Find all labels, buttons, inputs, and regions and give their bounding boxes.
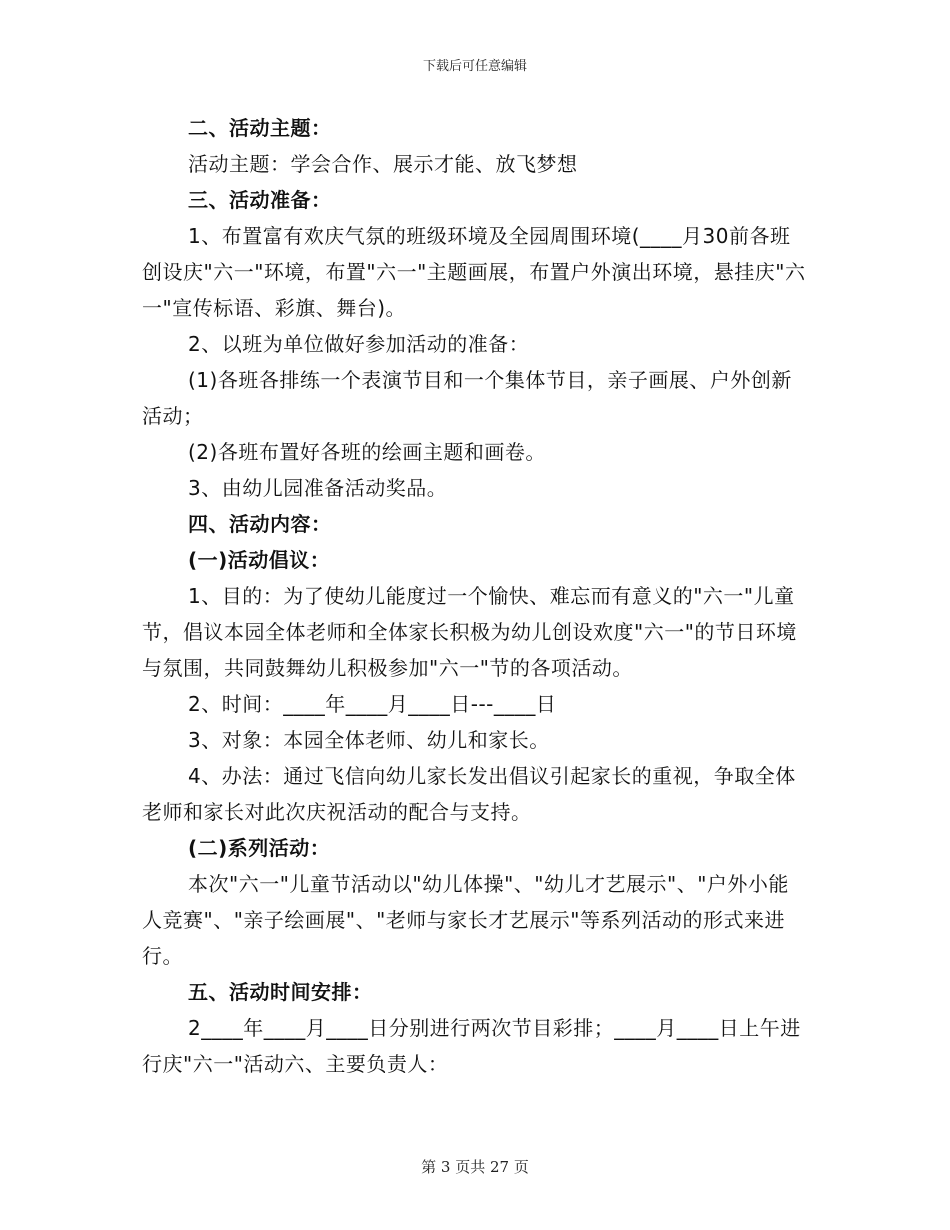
section-heading: 五、活动时间安排： xyxy=(188,980,373,1004)
section-heading: 四、活动内容： xyxy=(188,512,332,536)
page-header: 下载后可任意编辑 xyxy=(422,59,527,74)
paragraph: 2____年____月____日分别进行两次节目彩排；____月____日上午进行庆"六一"活动六、主要负责人： xyxy=(142,1016,801,1076)
subsection-heading: (一)活动倡议： xyxy=(188,548,331,572)
paragraph: 3、由幼儿园准备活动奖品。 xyxy=(188,476,448,500)
paragraph: 1、目的：为了使幼儿能度过一个愉快、难忘而有意义的"六一"儿童节，倡议本园全体老师和全体家长积极为幼儿创设欢度"六一"的节日环境与氛围，共同鼓舞幼儿积极参加"六一"节的各项活动。 xyxy=(142,584,797,680)
paragraph: 4、办法：通过飞信向幼儿家长发出倡议引起家长的重视，争取全体老师和家长对此次庆祝活动的配合与支持。 xyxy=(142,764,796,824)
paragraph: 活动主题：学会合作、展示才能、放飞梦想 xyxy=(188,152,578,176)
section-heading: 三、活动准备： xyxy=(188,188,332,212)
paragraph: 本次"六一"儿童节活动以"幼儿体操"、"幼儿才艺展示"、"户外小能人竞赛"、"亲子绘画展"、"老师与家长才艺展示"等系列活动的形式来进行。 xyxy=(142,872,789,968)
paragraph: 3、对象：本园全体老师、幼儿和家长。 xyxy=(188,728,550,752)
section-heading: 二、活动主题： xyxy=(188,116,332,140)
document-body xyxy=(142,110,808,1082)
paragraph: 2、时间：____年____月____日---____日 xyxy=(188,692,557,716)
paragraph: 2、以班为单位做好参加活动的准备： xyxy=(188,332,530,356)
subsection-heading: (二)系列活动： xyxy=(188,836,331,860)
paragraph: 1、布置富有欢庆气氛的班级环境及全园周围环境(____月30前各班创设庆"六一"环境，布置"六一"主题画展，布置户外演出环境，悬挂庆"六一"宣传标语、彩旗、舞台)。 xyxy=(142,224,806,320)
page-footer: 第 3 页共 27 页 xyxy=(421,1158,529,1176)
paragraph: (1)各班各排练一个表演节目和一个集体节目，亲子画展、户外创新活动； xyxy=(142,368,792,428)
paragraph: (2)各班布置好各班的绘画主题和画卷。 xyxy=(188,440,546,464)
